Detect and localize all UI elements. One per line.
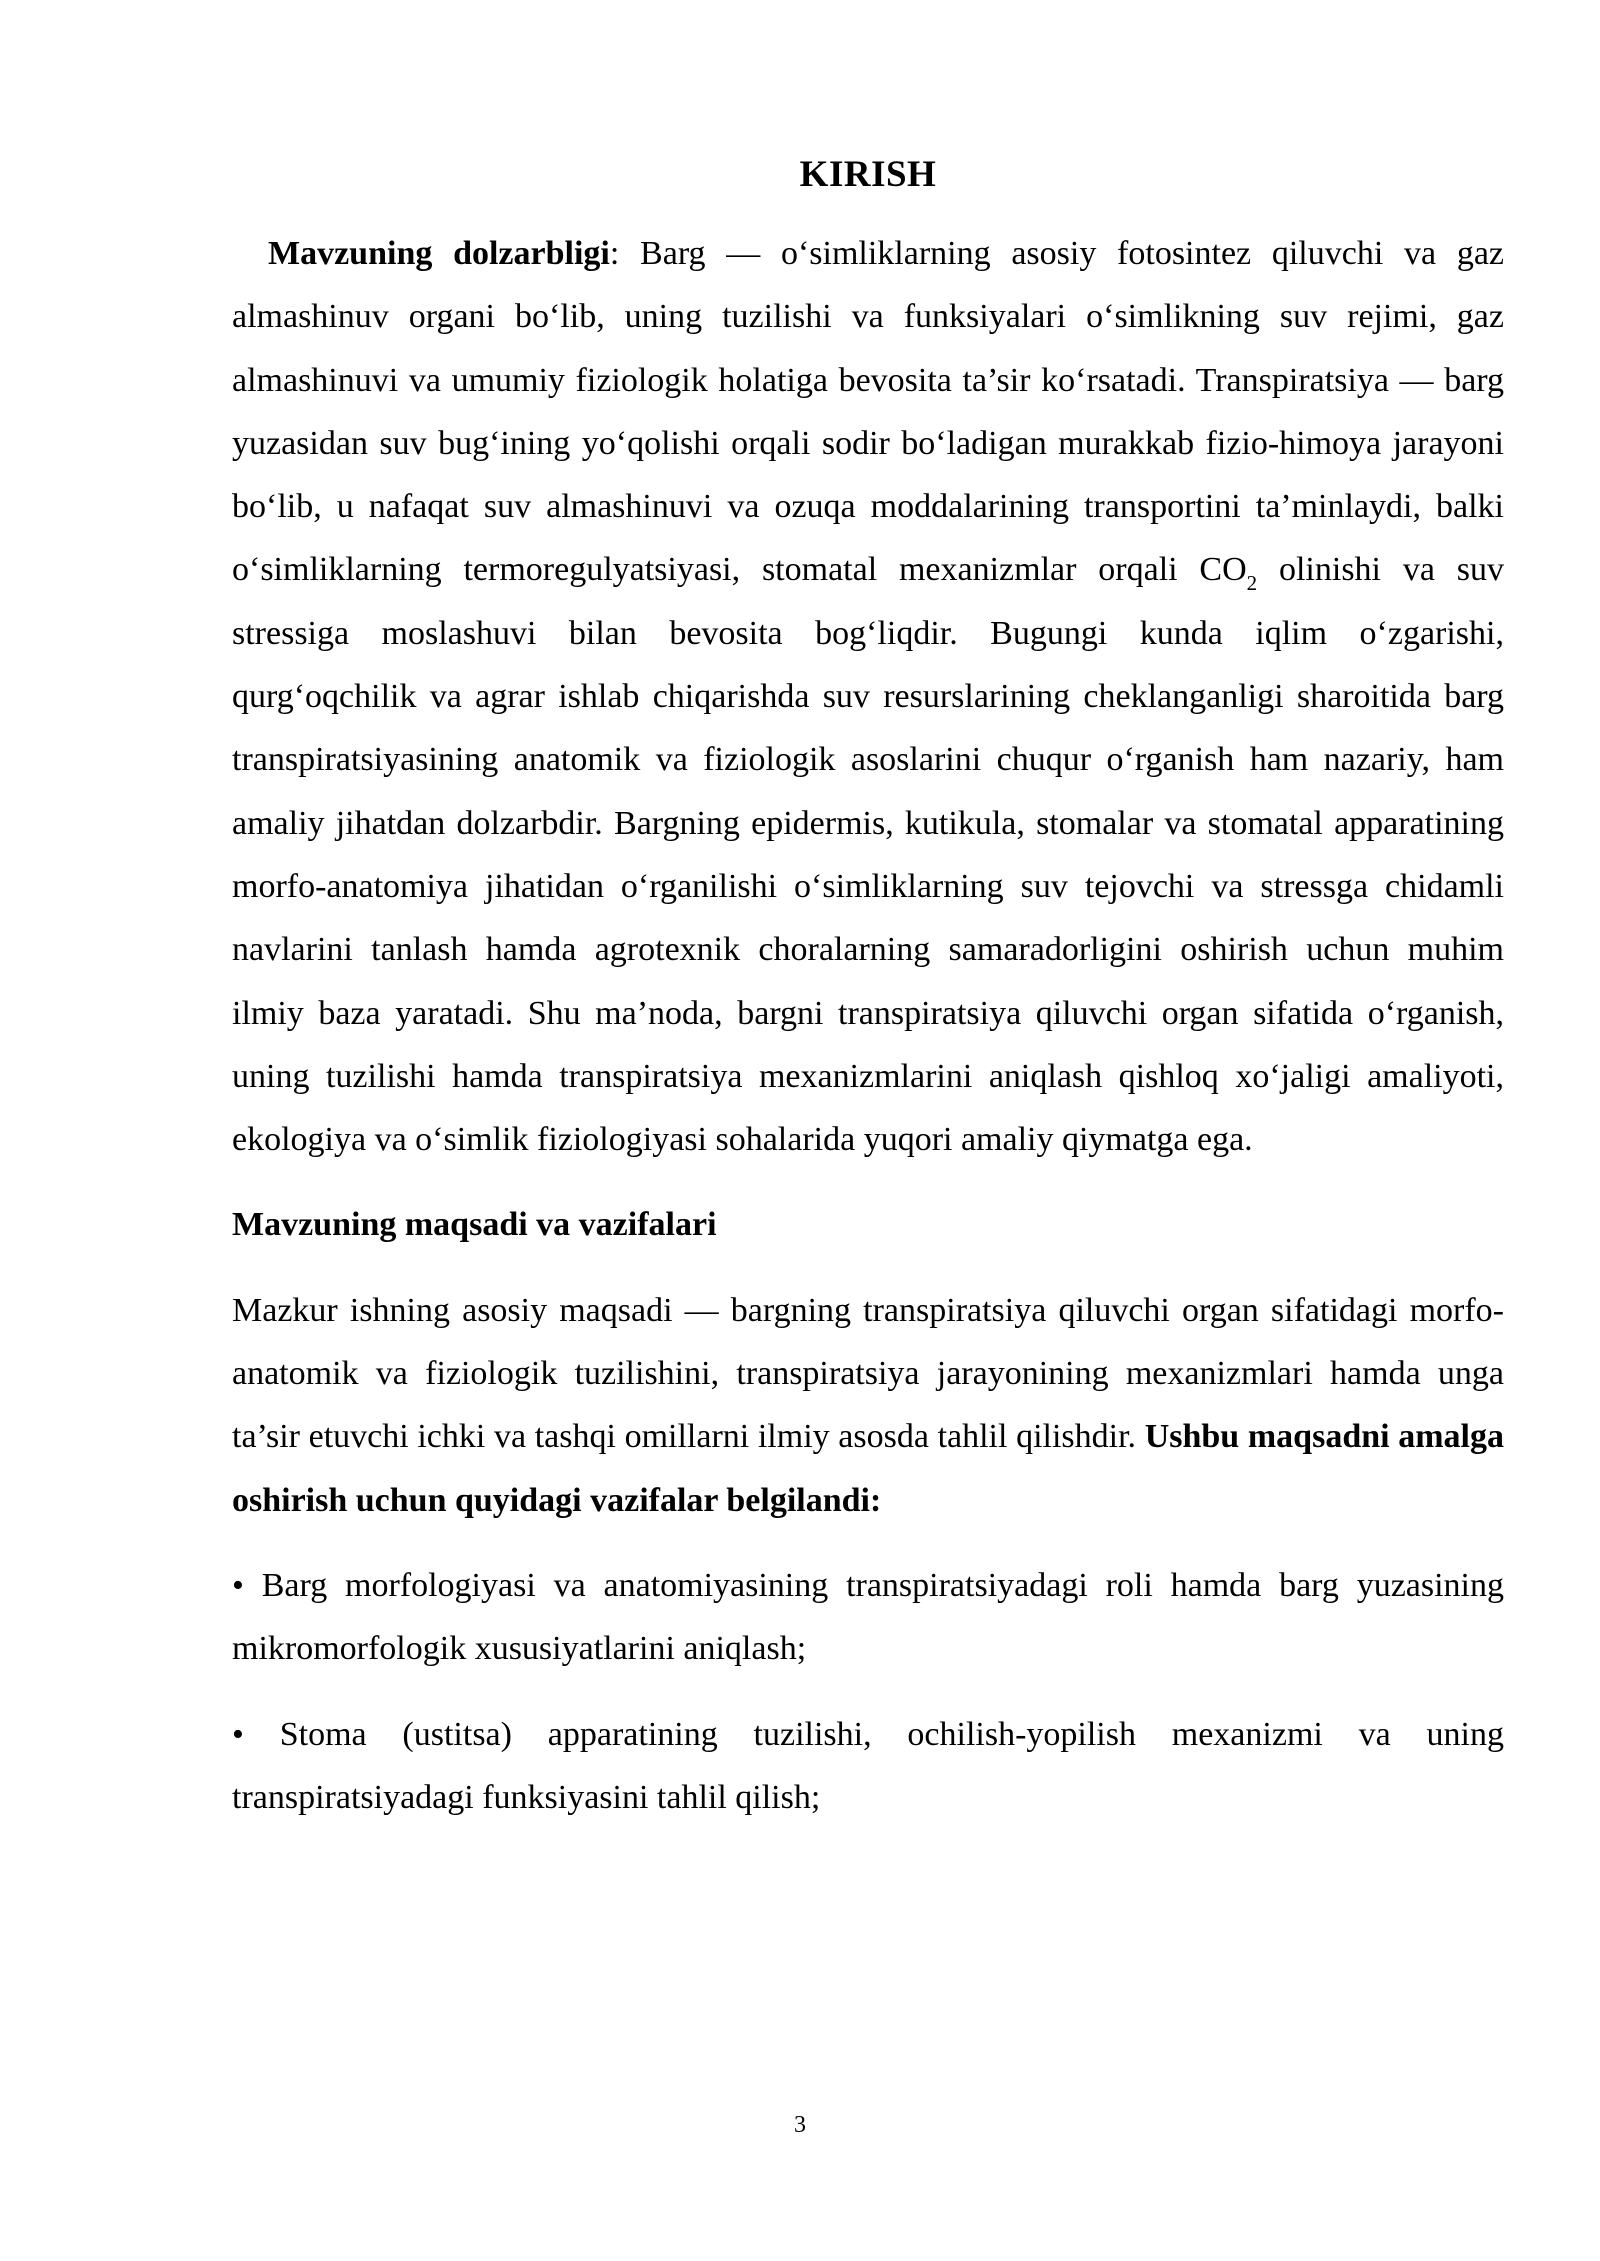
page-content (232, 152, 1504, 1829)
section-title: KIRISH (799, 154, 937, 195)
co2-formula (1199, 551, 1258, 596)
goals-heading: Mavzuning maqsadi va vazifalari (232, 1206, 717, 1244)
relevance-text-part-1: Barg — o‘simliklarning asosiy fotosintez qiluvchi va gaz almashinuv organi bo‘lib, uning tuzilishi va funksiyalari o‘simlikning suv rejimi, gaz almashinuvi va umumiy fiziologik holatiga bevosita ta’sir ko‘rsatadi. Transpiratsiya — barg yuzasidan suv bug‘ining yo‘qolishi orqali sodir bo‘ladigan murakkab fizio-himoya jarayoni bo‘lib, u nafaqat suv almashinuvi va ozuqa moddalarining transportini ta’minlaydi, balki o‘simliklarning termoregulyatsiyasi, stomatal mexanizmlar orqali (232, 235, 1504, 589)
relevance-text-part-2: olinishi va suv stressiga moslashuvi bilan bevosita bog‘liqdir. Bugungi kunda iqlim o‘zgarishi, qurg‘oqchilik va agrar ishlab chiqarishda suv resurslarining cheklanganligi sharoitida barg transpiratsiyasining anatomik va fiziologik asoslarini chuqur o‘rganish ham nazariy, ham amaliy jihatdan dolzarbdir. Bargning epidermis, kutikula, stomalar va stomatal apparatining morfo-anatomiya jihatidan o‘rganilishi o‘simliklarning suv tejovchi va stressga chidamli navlarini tanlash hamda agrotexnik choralarning samaradorligini oshirish uchun muhim ilmiy baza yaratadi. Shu ma’noda, bargni transpiratsiya qiluvchi organ sifatida o‘rganish, uning tuzilishi hamda transpiratsiya mexanizmlarini aniqlash qishloq xo‘jaligi amaliyoti, ekologiya va o‘simlik fiziologiyasi sohalarida yuqori amaliy qiymatga ega. (232, 551, 1504, 1159)
tasks-intro: Ushbu maqsadni amalga oshirish uchun quyidagi vazifalar belgilandi: (232, 1418, 1504, 1519)
relevance-paragraph (232, 222, 1504, 1171)
relevance-label-separator: : (609, 235, 641, 272)
relevance-label: Mavzuning dolzarbligi (268, 235, 610, 272)
page-number: 3 (794, 2112, 806, 2138)
co2-base: CO (1199, 551, 1247, 589)
task-item-1: • Barg morfologiyasi va anatomiyasining transpiratsiyadagi roli hamda barg yuzasining mikromorfologik xususiyatlarini aniqlash; (232, 1566, 1504, 1668)
co2-subscript: 2 (1246, 571, 1258, 596)
task-item-2: • Stoma (ustitsa) apparatining tuzilishi, ochilish-yopilish mexanizmi va uning transpiratsiyadagi funksiyasini tahlil qilish; (232, 1715, 1504, 1816)
goals-text: Mazkur ishning asosiy maqsadi — bargning transpiratsiya qiluvchi organ sifatidagi morfo-anatomik va fiziologik tuzilishini, transpiratsiya jarayonining mexanizmlari hamda unga ta’sir etuvchi ichki va tashqi omillarni ilmiy asosda tahlil qilishdir. (232, 1291, 1504, 1456)
goals-paragraph (232, 1279, 1504, 1532)
